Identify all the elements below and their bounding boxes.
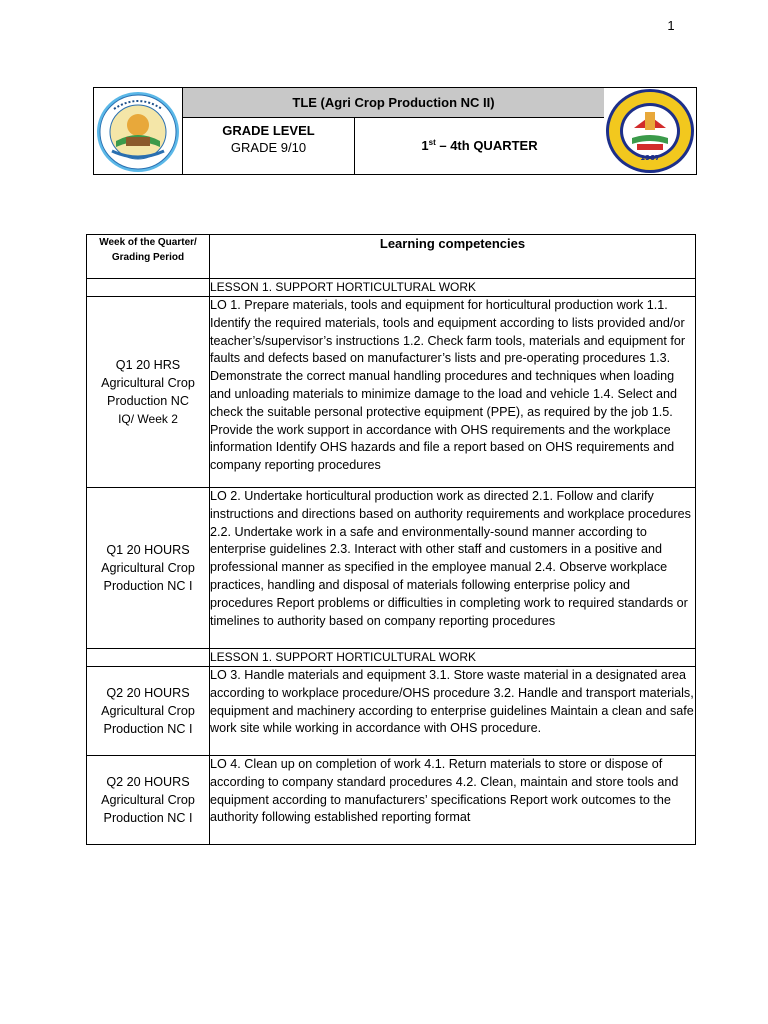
quarter-cell [354, 118, 604, 174]
table-row [87, 649, 696, 667]
week-cell: Q1 20 HOURS Agricultural Crop Production NC I [87, 488, 210, 649]
competencies-column-header: Learning competencies [210, 235, 696, 279]
document-title: TLE (Agri Crop Production NC II) [182, 88, 604, 118]
competency-text: LO 4. Clean up on completion of work 4.1. Return materials to store or dispose of according to company standard procedures 4.2. Clean, maintain and store tools and equipment according to manufacturers’ specifications Report work outcomes to the authority following established reporting format [210, 756, 696, 845]
grade-cell [182, 118, 354, 174]
competencies-table [86, 234, 696, 845]
quarter-sup: st [428, 138, 436, 147]
table-header-row [87, 235, 696, 279]
quarter-suffix: – 4th QUARTER [435, 138, 538, 153]
grade-label: GRADE LEVEL [222, 123, 315, 138]
school-seal-year: 1967 [640, 154, 660, 162]
competency-text: LO 2. Undertake horticultural production work as directed 2.1. Follow and clarify instructions and directions based on authority requirements and workplace procedures 2.2. Undertake work in a safe and environmentally-sound manner according to enterprise guidelines 2.3. Interact with other staff and customers in a positive and professional manner as specified in the employee manual 2.4. Observe workplace practices, handling and disposal of materials following enterprise policy and procedures Report problems or difficulties in completing work to required standards or timelines to authority based on company reporting procedures [210, 488, 696, 649]
week-column-header: Week of the Quarter/ Grading Period [87, 235, 210, 279]
week-cell [87, 649, 210, 667]
week-main: Q1 20 HRS Agricultural Crop Production NC [101, 358, 195, 408]
table-row [87, 279, 696, 297]
quarter-prefix: 1 [421, 138, 429, 153]
week-cell: Q2 20 HOURS Agricultural Crop Production NC I [87, 756, 210, 845]
table-row [87, 667, 696, 756]
competency-text: LO 3. Handle materials and equipment 3.1. Store waste material in a designated area according to workplace procedure/OHS procedure 3.2. Handle and transport materials, equipment and machinery according to enterprise guidelines Maintain a clean and safe work site while working in accordance with OHS procedure. [210, 667, 696, 756]
table-row [87, 297, 696, 488]
school-seal-logo [604, 88, 696, 174]
competency-text: LO 1. Prepare materials, tools and equipment for horticultural production work 1.1. Identify the required materials, tools and equipment according to lists provided and/or teacher’s/supervisor’s instructions 1.2. Check farm tools, materials and equipment for faults and defects based on manufacturer’s lists and pre-operating procedures 1.3. Demonstrate the correct manual handling procedures and techniques when loading and unloading materials to minimize damage to the load and vehicle 1.4. Select and check the suitable personal protective equipment (PPE), as required by the job 1.5. Provide the work support in accordance with OHS requirements and the workplace information Identify OHS hazards and file a report based on OHS requirements and company reporting procedures [210, 297, 696, 488]
lesson-title: LESSON 1. SUPPORT HORTICULTURAL WORK [210, 649, 696, 667]
week-cell [87, 297, 210, 488]
grade-value: GRADE 9/10 [230, 140, 307, 155]
week-sub: IQ/ Week 2 [118, 412, 178, 426]
lesson-title: LESSON 1. SUPPORT HORTICULTURAL WORK [210, 279, 696, 297]
table-row [87, 488, 696, 649]
page-number: 1 [667, 18, 675, 33]
week-cell [87, 279, 210, 297]
table-row [87, 756, 696, 845]
week-cell: Q2 20 HOURS Agricultural Crop Production NC I [87, 667, 210, 756]
deped-seal-logo [94, 89, 182, 174]
